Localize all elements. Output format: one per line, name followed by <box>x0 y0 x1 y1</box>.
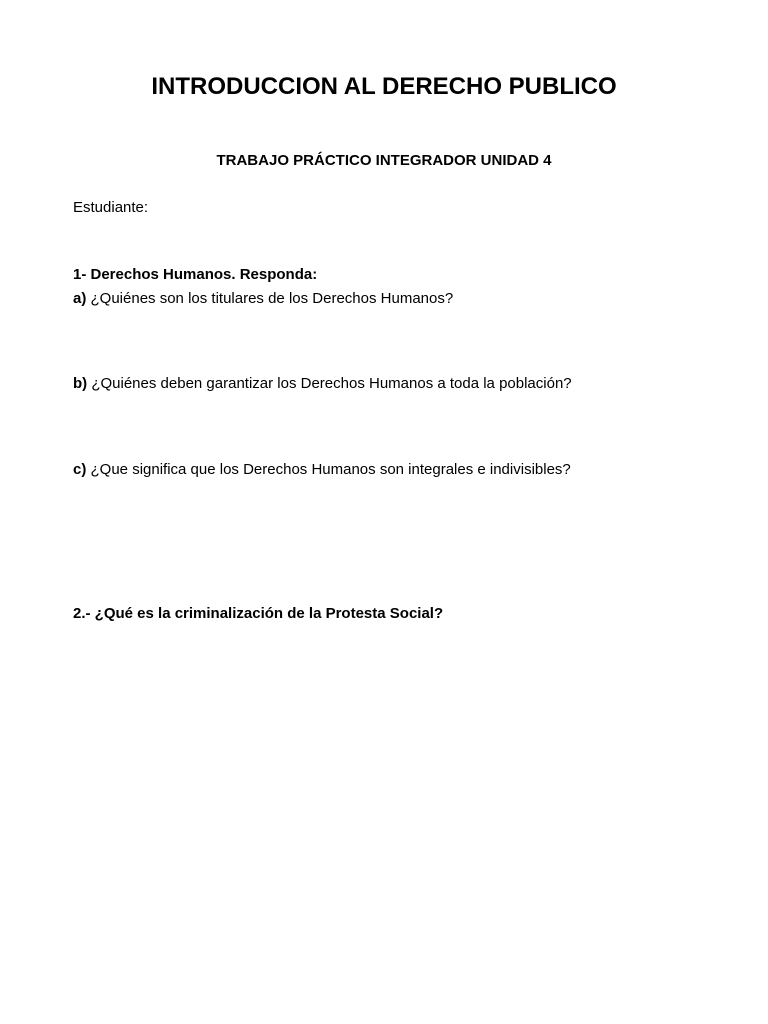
question-c-label: c) <box>73 461 87 478</box>
question-a <box>73 290 453 308</box>
question-b <box>73 375 572 393</box>
student-label: Estudiante: <box>73 199 149 216</box>
section-2-heading: 2.- ¿Qué es la criminalización de la Protesta Social? <box>73 605 444 622</box>
question-b-label: b) <box>73 375 88 392</box>
question-c-text: ¿Que significa que los Derechos Humanos son integrales e indivisibles? <box>86 461 571 478</box>
question-a-label: a) <box>73 290 87 307</box>
question-c <box>73 461 571 479</box>
document-title: INTRODUCCION AL DERECHO PUBLICO <box>151 73 617 100</box>
question-a-text: ¿Quiénes son los titulares de los Derechos Humanos? <box>86 290 454 307</box>
question-b-text: ¿Quiénes deben garantizar los Derechos Humanos a toda la población? <box>87 375 572 392</box>
section-1-heading: 1- Derechos Humanos. Responda: <box>73 266 318 283</box>
document-subtitle: TRABAJO PRÁCTICO INTEGRADOR UNIDAD 4 <box>216 152 552 169</box>
